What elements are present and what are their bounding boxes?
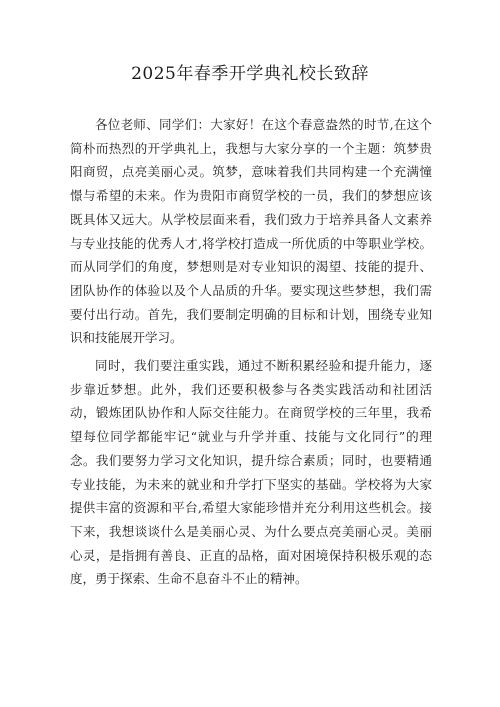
document-title: 2025年春季开学典礼校长致辞	[131, 64, 369, 84]
body-paragraph-1: 各位老师、同学们：大家好！在这个春意盎然的时节,在这个简朴而热烈的开学典礼上，我想与大家分享的一个主题：筑梦贵阳商贸，点亮美丽心灵。筑梦，意味着我们共同构建一个充满憧憬与希望的未来。作为贵阳市商贸学校的一员，我们的梦想应该既具体又远大。从学校层面来看，我们致力于培养具备人文素养与专业技能的优秀人才,将学校打造成一所优质的中等职业学校。而从同学们的角度，梦想则是对专业知识的渴望、技能的提升、团队协作的体验以及个人品质的升华。要实现这些梦想，我们需要付出行动。首先，我们要制定明确的目标和计划，围绕专业知识和技能展开学习。	[70, 117, 432, 346]
document-body	[70, 113, 432, 595]
body-paragraph-2: 同时，我们要注重实践，通过不断积累经验和提升能力，逐步靠近梦想。此外，我们还要积极参与各类实践活动和社团活动，锻炼团队协作和人际交往能力。在商贸学校的三年里，我希望每位同学都能牢记“就业与升学并重、技能与文化同行”的理念。我们要努力学习文化知识，提升综合素质；同时，也要精通专业技能，为未来的就业和升学打下坚实的基础。学校将为大家提供丰富的资源和平台,希望大家能珍惜并充分利用这些机会。接下来，我想谈谈什么是美丽心灵、为什么要点亮美丽心灵。美丽心灵，是指拥有善良、正直的品格，面对困境保持积极乐观的态度，勇于探索、生命不息奋斗不止的精神。	[70, 358, 432, 587]
